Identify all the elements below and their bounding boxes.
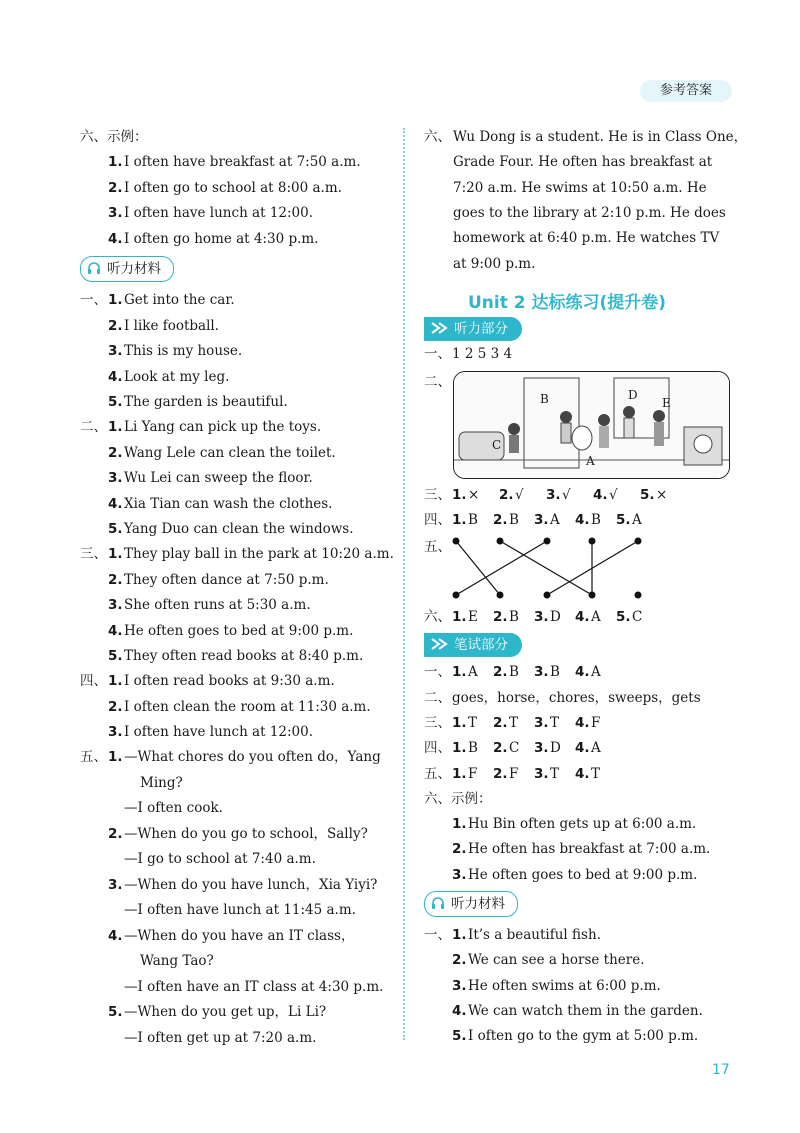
answer-number: 3. xyxy=(546,487,561,503)
listening-item-text: I often go to the gym at 5:00 p.m. xyxy=(468,1028,699,1045)
answer-value: E xyxy=(468,609,478,625)
answer-value: A xyxy=(591,609,601,625)
answer-value: T xyxy=(509,715,519,731)
dialogue-number: 3. xyxy=(108,876,123,893)
unit-title: Unit 2 达标练习(提升卷) xyxy=(468,293,667,313)
listening-part-label xyxy=(424,317,522,341)
answer-value: T xyxy=(468,715,478,731)
listening-item-text: They often read books at 8:40 p.m. xyxy=(124,648,364,664)
dialogue-answer: —I often have lunch at 11:45 a.m. xyxy=(124,902,356,918)
section-prefix: 六、 xyxy=(424,129,451,145)
passage-line: Grade Four. He often has breakfast at xyxy=(453,154,713,171)
dialogue-answer: —I often cook. xyxy=(124,800,223,816)
picture-label: C xyxy=(492,438,502,452)
answer-value: C xyxy=(632,609,643,625)
answer-value: √ xyxy=(562,487,571,503)
listening-item-number: 4. xyxy=(108,368,123,385)
headphones-icon xyxy=(431,896,445,910)
dialogue-question: —What chores do you often do，Yang xyxy=(124,749,381,765)
answer-number: 2. xyxy=(493,512,508,528)
dialogue-number: 2. xyxy=(108,825,123,842)
answer-value: D xyxy=(550,609,561,625)
listening-item-number: 2. xyxy=(452,952,467,969)
chores-illustration xyxy=(453,371,730,479)
dialogue-question: —When do you have an IT class， xyxy=(124,927,355,944)
dialogue-number: 1. xyxy=(108,749,123,765)
listening-material-label xyxy=(424,891,518,917)
listening-item-number: 1. xyxy=(108,419,123,435)
dialogue-question-cont: Wang Tao? xyxy=(140,953,214,969)
answer-number: 1. xyxy=(452,740,467,756)
arrow-icon xyxy=(430,320,450,336)
answer-number: 2. xyxy=(493,609,508,625)
listening-item-number: 3. xyxy=(108,597,123,613)
written-part-label xyxy=(424,633,522,657)
listening-item-text: Wu Lei can sweep the floor. xyxy=(124,470,313,486)
answer-value: A xyxy=(591,664,601,680)
example-item-text: I often go home at 4:30 p.m. xyxy=(124,230,319,247)
dialogue-question: —When do you go to school，Sally? xyxy=(124,825,368,842)
listening-item-text: Get into the car. xyxy=(124,292,235,308)
question-prefix: 四、 xyxy=(424,512,451,528)
answer-number: 4. xyxy=(575,512,590,528)
picture-label: E xyxy=(662,396,671,410)
listening-item-text: He often swims at 6:00 p.m. xyxy=(468,977,661,994)
answer-number: 3. xyxy=(534,609,549,625)
example-item-number: 3. xyxy=(452,866,467,883)
answer-number: 4. xyxy=(575,715,590,731)
listening-item-text: She often runs at 5:30 a.m. xyxy=(124,597,311,613)
dialogue-question: —When do you get up，Li Li? xyxy=(124,1004,327,1020)
question-prefix: 三、 xyxy=(424,487,451,503)
answer-value: √ xyxy=(515,487,524,503)
listening-label-text: 听力材料 xyxy=(451,896,505,912)
listening-item-text: He often goes to bed at 9:00 p.m. xyxy=(124,622,354,639)
answer-number: 3. xyxy=(534,512,549,528)
answer-value: T xyxy=(550,766,560,782)
answer-number: 2. xyxy=(493,664,508,680)
listening-item-number: 2. xyxy=(108,444,123,461)
answer-value: B xyxy=(509,609,519,625)
section-title: 六、示例： xyxy=(424,791,492,807)
answer-value: √ xyxy=(609,487,618,503)
answer-number: 3. xyxy=(534,664,549,680)
answer-number: 5. xyxy=(616,512,631,528)
listening-item-number: 5. xyxy=(108,648,123,664)
example-item-text: Hu Bin often gets up at 6:00 a.m. xyxy=(468,816,697,832)
answer-number: 4. xyxy=(593,487,608,503)
listening-item-text: Wang Lele can clean the toilet. xyxy=(124,444,336,461)
listening-item-number: 3. xyxy=(452,977,467,994)
listening-item-number: 1. xyxy=(108,546,123,562)
example-item-number: 4. xyxy=(108,230,123,247)
question-prefix: 六、 xyxy=(424,609,451,625)
listening-item-text: Look at my leg. xyxy=(124,368,230,385)
question-prefix: 一、 xyxy=(424,664,451,680)
listening-item-text: I often clean the room at 11:30 a.m. xyxy=(124,698,371,715)
answer-value: A xyxy=(550,512,560,528)
fill-in-answer: goes，horse，chores，sweeps，gets xyxy=(452,690,701,706)
answer-number: 2. xyxy=(493,740,508,756)
q2-prefix: 二、 xyxy=(424,374,451,390)
part-label-text: 听力部分 xyxy=(454,321,508,337)
example-item-number: 2. xyxy=(108,179,123,196)
answer-value: B xyxy=(550,664,560,680)
listening-item-number: 5. xyxy=(108,394,123,410)
answer-value: A xyxy=(468,664,478,680)
dialogue-answer: —I go to school at 7:40 a.m. xyxy=(124,851,316,867)
answer-number: 2. xyxy=(493,766,508,782)
answer-number: 1. xyxy=(452,766,467,782)
picture-label: B xyxy=(540,392,549,406)
question-prefix: 五、 xyxy=(424,766,451,782)
question-prefix: 三、 xyxy=(80,546,107,562)
picture-label: D xyxy=(628,388,638,402)
listening-item-text: I often read books at 9:30 a.m. xyxy=(124,673,335,689)
passage-line: goes to the library at 2:10 p.m. He does xyxy=(453,204,726,221)
listening-item-text: We can watch them in the garden. xyxy=(468,1002,703,1019)
listening-item-number: 2. xyxy=(108,698,123,715)
part-label-text: 笔试部分 xyxy=(454,637,508,653)
listening-item-text: It’s a beautiful fish. xyxy=(468,927,601,943)
dialogue-question: —When do you have lunch，Xia Yiyi? xyxy=(124,876,378,893)
listening-item-text: Xia Tian can wash the clothes. xyxy=(124,495,333,512)
example-item-text: He often has breakfast at 7:00 a.m. xyxy=(468,841,711,858)
q1-prefix: 一、 xyxy=(424,346,451,362)
listening-item-number: 1. xyxy=(108,292,123,308)
answer-value: T xyxy=(591,766,601,782)
picture-label: A xyxy=(586,454,595,468)
listening-item-text: We can see a horse there. xyxy=(468,952,645,969)
answer-number: 3. xyxy=(534,766,549,782)
listening-item-text: Li Yang can pick up the toys. xyxy=(124,419,322,435)
column-divider xyxy=(403,128,405,1040)
listening-material-label xyxy=(80,256,174,282)
listening-item-text: The garden is beautiful. xyxy=(124,394,288,410)
answer-value: B xyxy=(468,740,478,756)
dialogue-answer: —I often get up at 7:20 a.m. xyxy=(124,1029,317,1046)
answer-number: 3. xyxy=(534,715,549,731)
passage-line: Wu Dong is a student. He is in Class One， xyxy=(453,129,748,145)
listening-item-number: 3. xyxy=(108,724,123,740)
matching-lines-diagram xyxy=(450,535,650,601)
answer-value: × xyxy=(468,487,480,503)
listening-item-text: I often have lunch at 12:00. xyxy=(124,724,314,740)
listening-item-text: This is my house. xyxy=(124,343,243,359)
passage-line: at 9:00 p.m. xyxy=(453,255,536,272)
listening-item-text: They play ball in the park at 10:20 a.m. xyxy=(124,546,394,562)
listening-item-text: Yang Duo can clean the windows. xyxy=(124,521,354,537)
answer-value: B xyxy=(591,512,601,528)
answer-value: A xyxy=(632,512,642,528)
answer-value: F xyxy=(509,766,519,782)
answer-number: 4. xyxy=(575,766,590,782)
example-item-number: 2. xyxy=(452,841,467,858)
answer-value: C xyxy=(509,740,520,756)
answer-number: 4. xyxy=(575,609,590,625)
listening-item-number: 3. xyxy=(108,470,123,486)
answer-number: 1. xyxy=(452,664,467,680)
answer-value: A xyxy=(591,740,601,756)
listening-item-number: 4. xyxy=(108,495,123,512)
listening-item-text: I like football. xyxy=(124,317,220,334)
answer-number: 1. xyxy=(452,609,467,625)
answer-value: B xyxy=(468,512,478,528)
answer-value: T xyxy=(550,715,560,731)
example-item-number: 1. xyxy=(108,154,123,170)
answer-number: 5. xyxy=(616,609,631,625)
answer-value: B xyxy=(509,664,519,680)
answer-number: 2. xyxy=(499,487,514,503)
example-item-text: I often go to school at 8:00 a.m. xyxy=(124,179,342,196)
passage-line: 7:20 a.m. He swims at 10:50 a.m. He xyxy=(453,179,707,196)
answer-badge: 参考答案 xyxy=(640,80,732,102)
answer-number: 5. xyxy=(640,487,655,503)
example-item-text: I often have breakfast at 7:50 a.m. xyxy=(124,154,361,170)
answer-number: 4. xyxy=(575,740,590,756)
listening-item-number: 2. xyxy=(108,317,123,334)
answer-value: B xyxy=(509,512,519,528)
dialogue-question-cont: Ming? xyxy=(140,774,183,791)
example-item-text: I often have lunch at 12:00. xyxy=(124,205,314,221)
dialogue-number: 4. xyxy=(108,927,123,944)
passage-line: homework at 6:40 p.m. He watches TV xyxy=(453,230,720,247)
example-item-text: He often goes to bed at 9:00 p.m. xyxy=(468,866,698,883)
example-item-number: 1. xyxy=(452,816,467,832)
dialogue-answer: —I often have an IT class at 4:30 p.m. xyxy=(124,978,384,995)
answer-value: D xyxy=(550,740,561,756)
listening-item-number: 5. xyxy=(108,521,123,537)
question-prefix: 二、 xyxy=(424,690,451,706)
q5-prefix: 五、 xyxy=(424,539,451,555)
listening-item-number: 5. xyxy=(452,1028,467,1045)
section-title: 六、示例： xyxy=(80,129,148,145)
listening-item-number: 1. xyxy=(108,673,123,689)
question-prefix: 一、 xyxy=(80,292,107,308)
question-prefix: 四、 xyxy=(424,740,451,756)
question-prefix: 五、 xyxy=(80,749,107,765)
listening-label-text: 听力材料 xyxy=(107,261,161,277)
listening-item-number: 3. xyxy=(108,343,123,359)
answer-number: 4. xyxy=(575,664,590,680)
question-prefix: 三、 xyxy=(424,715,451,731)
question-prefix: 四、 xyxy=(80,673,107,689)
answer-number: 1. xyxy=(452,715,467,731)
listening-item-number: 4. xyxy=(452,1002,467,1019)
answer-value: F xyxy=(468,766,478,782)
answer-number: 2. xyxy=(493,715,508,731)
page-number: 17 xyxy=(712,1062,730,1078)
answer-value: × xyxy=(656,487,668,503)
listening-item-text: They often dance at 7:50 p.m. xyxy=(124,571,329,588)
answer-value: F xyxy=(591,715,601,731)
question-prefix: 一、 xyxy=(424,927,451,943)
arrow-icon xyxy=(430,636,450,652)
question-prefix: 二、 xyxy=(80,419,107,435)
listening-item-number: 1. xyxy=(452,927,467,943)
example-item-number: 3. xyxy=(108,205,123,221)
answer-number: 1. xyxy=(452,487,467,503)
headphones-icon xyxy=(87,261,101,275)
dialogue-number: 5. xyxy=(108,1004,123,1020)
answer-number: 1. xyxy=(452,512,467,528)
listening-item-number: 2. xyxy=(108,571,123,588)
listening-item-number: 4. xyxy=(108,622,123,639)
q1-answer: 1 2 5 3 4 xyxy=(452,346,513,362)
answer-number: 3. xyxy=(534,740,549,756)
